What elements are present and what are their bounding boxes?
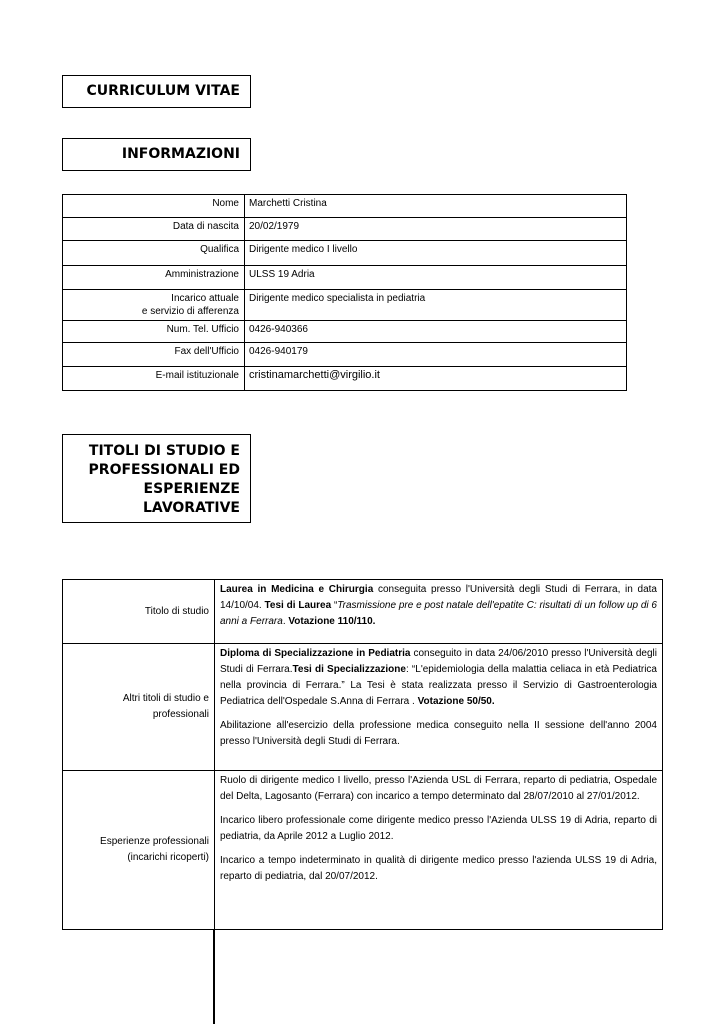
email-link[interactable]: cristinamarchetti@virgilio.it xyxy=(249,369,380,381)
column-divider-line xyxy=(213,930,215,1024)
info-label: Nome xyxy=(63,195,245,218)
value-esperienze xyxy=(215,771,663,930)
info-label: Fax dell'Ufficio xyxy=(63,343,245,367)
informazioni-heading: INFORMAZIONI xyxy=(62,138,251,171)
info-value: Dirigente medico specialista in pediatria xyxy=(245,290,627,321)
info-value: Dirigente medico I livello xyxy=(245,241,627,266)
info-label: Amministrazione xyxy=(63,266,245,290)
info-value[interactable] xyxy=(245,367,627,391)
info-label: Data di nascita xyxy=(63,218,245,241)
info-value: 20/02/1979 xyxy=(245,218,627,241)
info-value: Marchetti Cristina xyxy=(245,195,627,218)
experience-item: Incarico a tempo indeterminato in qualità di dirigente medico presso l'azienda ULSS 19 di Adria, reparto di pediatria, dal 20/07/2012. xyxy=(220,855,657,882)
titles-experience-table xyxy=(62,579,663,930)
info-value: ULSS 19 Adria xyxy=(245,266,627,290)
spec-thesis-label: Tesi di Specializzazione xyxy=(292,664,406,675)
personal-info-table xyxy=(62,194,627,391)
titoli-heading xyxy=(62,434,251,523)
info-label: Num. Tel. Ufficio xyxy=(63,321,245,343)
value-titolo-studio: Laurea in Medicina e Chirurgia conseguita presso l'Università degli Studi di Ferrara, in data 14/10/04. Tesi di Laurea “Trasmissione pre e post natale dell'epatite C: risultati di un follow up di 6 anni a Ferrara. Votazione 110/110. xyxy=(215,580,663,644)
degree-vote: Votazione 110/110. xyxy=(288,616,376,627)
info-row-incarico xyxy=(63,290,627,321)
label-esperienze: Esperienze professionali (incarichi ricoperti) xyxy=(63,771,215,930)
titoli-heading-line-4: LAVORATIVE xyxy=(143,500,240,516)
info-label xyxy=(63,290,245,321)
thesis-title: Trasmissione pre e post natale dell'epatite C: risultati di un follow up di 6 anni a Ferrara xyxy=(220,600,657,627)
info-value: 0426-940179 xyxy=(245,343,627,367)
info-row-data-nascita xyxy=(63,218,627,241)
info-label: Qualifica xyxy=(63,241,245,266)
abilitazione-paragraph: Abilitazione all'esercizio della professione medica conseguito nella II sessione dell'anno 2004 presso l'Università degli Studi di Ferrara. xyxy=(220,720,657,747)
info-row-qualifica xyxy=(63,241,627,266)
row-titolo-studio xyxy=(63,580,663,644)
label-altri-titoli: Altri titoli di studio e professionali xyxy=(63,644,215,771)
info-row-telefono xyxy=(63,321,627,343)
specialization-vote: Votazione 50/50. xyxy=(417,696,495,707)
info-row-amministrazione xyxy=(63,266,627,290)
info-row-email xyxy=(63,367,627,391)
experience-item: Incarico libero professionale come dirigente medico presso l'Azienda ULSS 19 di Adria, reparto di pediatria, da Aprile 2012 a Luglio 2012. xyxy=(220,815,657,842)
titoli-heading-line-2: PROFESSIONALI ED xyxy=(88,462,240,478)
value-altri-titoli xyxy=(215,644,663,771)
specialization-paragraph: Diploma di Specializzazione in Pediatria conseguito in data 24/06/2010 presso l'Università degli Studi di Ferrara.Tesi di Specializzazione: “L'epidemiologia della malattia celiaca in età Pediatrica nella provincia di Ferrara.” La Tesi è stata realizzata presso il Servizio di Gastroenterologia Pediatrica dell'Ospedale S.Anna di Ferrara . Votazione 50/50. xyxy=(220,648,658,707)
row-altri-titoli xyxy=(63,644,663,771)
degree-name: Laurea in Medicina e Chirurgia xyxy=(220,584,374,595)
info-label-line-2: e servizio di afferenza xyxy=(141,306,239,317)
specialization-name: Diploma di Specializzazione in Pediatria xyxy=(220,648,411,659)
curriculum-vitae-heading: CURRICULUM VITAE xyxy=(62,75,251,108)
info-row-nome xyxy=(63,195,627,218)
row-esperienze xyxy=(63,771,663,930)
info-label-line-1: Incarico attuale xyxy=(171,293,239,304)
titoli-heading-line-1: TITOLI DI STUDIO E xyxy=(88,443,240,459)
info-label: E-mail istituzionale xyxy=(63,367,245,391)
label-titolo-studio: Titolo di studio xyxy=(63,580,215,644)
thesis-label: Tesi di Laurea xyxy=(264,600,332,611)
info-value: 0426-940366 xyxy=(245,321,627,343)
titoli-heading-line-3: ESPERIENZE xyxy=(143,481,240,497)
experience-item: Ruolo di dirigente medico I livello, presso l'Azienda USL di Ferrara, reparto di pediatria, Ospedale del Delta, Lagosanto (Ferrara) con incarico a tempo determinato dal 28/07/2010 al 27/01/2012. xyxy=(220,775,657,802)
info-row-fax xyxy=(63,343,627,367)
